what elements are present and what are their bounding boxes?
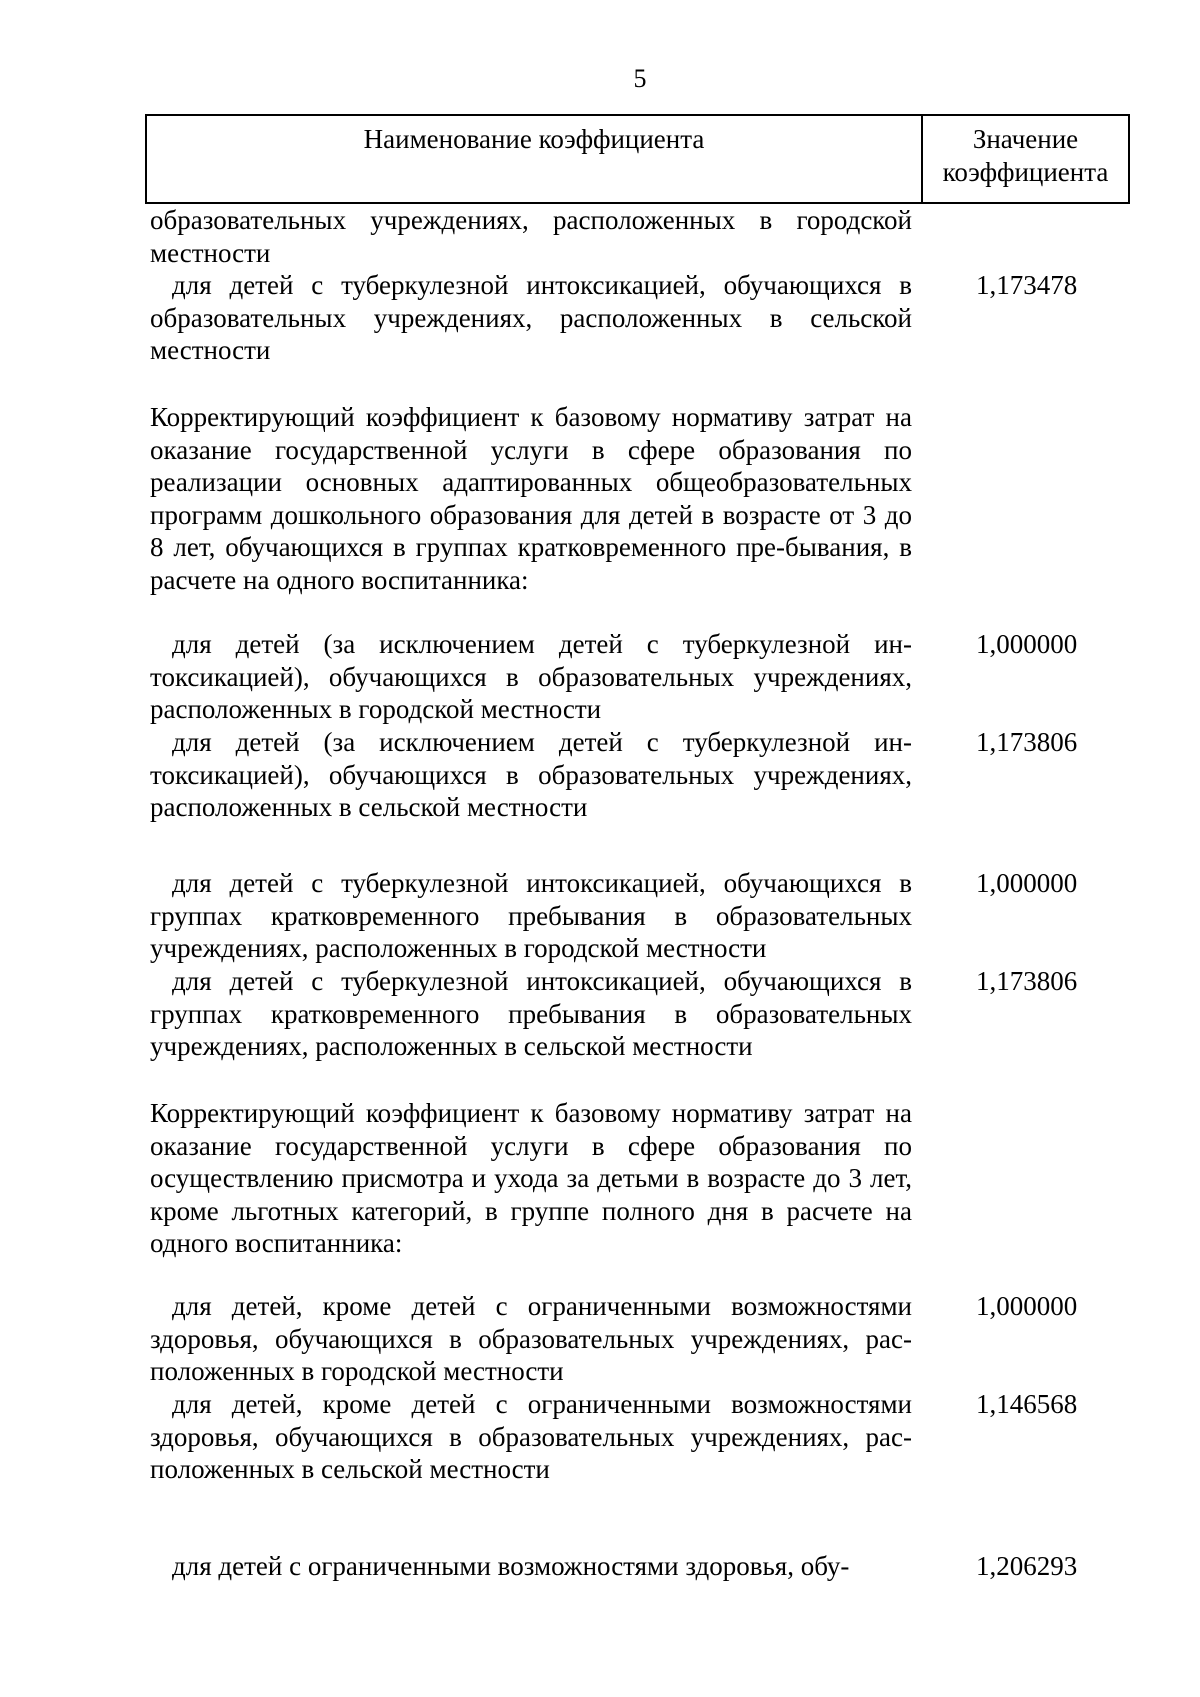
coefficient-description: для детей, кроме детей с ограниченными возможностями здоровья, обучающихся в образовательных учреждениях, рас-положенных в сельской местности (150, 1389, 912, 1484)
column-header-value (923, 116, 1128, 202)
coefficient-description: образовательных учреждениях, расположенных в городской местности (150, 205, 912, 268)
coefficient-description: для детей (за исключением детей с туберкулезной ин-токсикацией), обучающихся в образовательных учреждениях, расположенных в сельской местности (150, 727, 912, 822)
coefficient-value: 1,173478 (976, 270, 1078, 300)
coefficient-value: 1,173806 (976, 966, 1078, 996)
page-number: 5 (633, 64, 647, 93)
coefficient-description: для детей, кроме детей с ограниченными возможностями здоровья, обучающихся в образовательных учреждениях, рас-положенных в городской местности (150, 1291, 912, 1386)
coefficient-value: 1,206293 (976, 1551, 1078, 1581)
coefficient-value: 1,146568 (976, 1389, 1078, 1419)
coefficient-value: 1,000000 (976, 629, 1078, 659)
section-heading: Корректирующий коэффициент к базовому нормативу затрат на оказание государственной услуги в сфере образования по осуществлению присмотра и ухода за детьми в возрасте до 3 лет, кроме льготных категорий, в группе полного дня в расчете на одного воспитанника: (150, 1098, 912, 1258)
coefficient-description: для детей с ограниченными возможностями здоровья, обу- (172, 1551, 850, 1581)
coefficient-value: 1,173806 (976, 727, 1078, 757)
column-header-name: Наименование коэффициента (147, 116, 923, 202)
coefficient-description: для детей с туберкулезной интоксикацией, обучающихся в образовательных учреждениях, расположенных в сельской местности (150, 270, 912, 365)
coefficient-description: для детей с туберкулезной интоксикацией, обучающихся в группах кратковременного пребывания в образовательных учреждениях, расположенных в городской местности (150, 868, 912, 963)
column-header-value-line2: коэффициента (942, 157, 1109, 187)
coefficient-description: для детей (за исключением детей с туберкулезной ин-токсикацией), обучающихся в образовательных учреждениях, расположенных в городской местности (150, 629, 912, 724)
coefficient-value: 1,000000 (976, 1291, 1078, 1321)
coefficient-description: для детей с туберкулезной интоксикацией, обучающихся в группах кратковременного пребывания в образовательных учреждениях, расположенных в сельской местности (150, 966, 912, 1061)
coefficient-value: 1,000000 (976, 868, 1078, 898)
column-header-value-line1: Значение (972, 124, 1079, 154)
table-header (145, 114, 1130, 204)
section-heading: Корректирующий коэффициент к базовому нормативу затрат на оказание государственной услуги в сфере образования по реализации основных адаптированных общеобразовательных программ дошкольного образования для детей в возрасте от 3 до 8 лет, обучающихся в группах кратковременного пре-бывания, в расчете на одного воспитанника: (150, 402, 912, 595)
